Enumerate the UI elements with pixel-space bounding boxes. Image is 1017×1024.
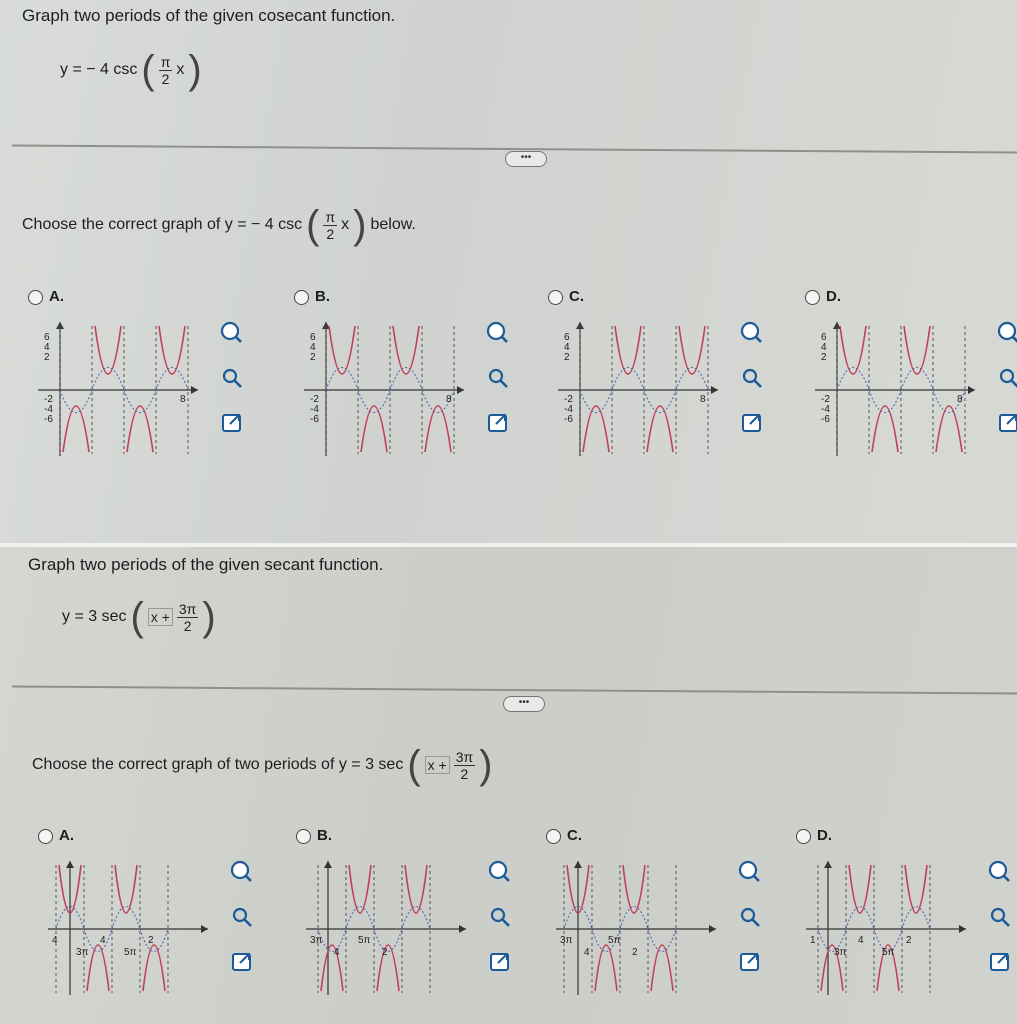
radio-button[interactable] [294, 290, 309, 305]
q2-option-d [796, 829, 1017, 1024]
reference-curve [326, 368, 358, 391]
question-2-panel [0, 547, 1017, 1024]
curve-branch [143, 945, 165, 991]
q1-heading: Graph two periods of the given cosecant function. [22, 6, 396, 25]
tick-label: 5π [882, 947, 895, 958]
graph-tools [486, 859, 526, 994]
tick-label: 8 [446, 394, 452, 405]
q1-prompt-after: below. [370, 216, 416, 233]
zoom-out-icon[interactable] [484, 365, 512, 391]
tick-label: 4 [310, 342, 316, 353]
curve-branch [651, 945, 673, 991]
tick-label: 5π [358, 935, 371, 946]
curve-branch [393, 326, 419, 374]
q2-eq-frac-num: 3π [178, 600, 197, 617]
option-label[interactable]: B. [315, 288, 330, 305]
q2-prompt-frac-num: 3π [455, 748, 474, 765]
zoom-out-icon[interactable] [228, 904, 256, 930]
q2-prompt [32, 745, 493, 785]
tick-label: -6 [310, 414, 319, 425]
x-axis-arrow [709, 925, 716, 933]
y-axis-arrow [324, 861, 332, 868]
tick-label: 2 [310, 352, 316, 363]
tick-label: 4 [334, 947, 340, 958]
curve-branch [321, 945, 343, 991]
tick-label: 2 [564, 352, 570, 363]
y-axis-arrow [574, 861, 582, 868]
open-new-window-icon[interactable] [484, 410, 512, 436]
curve-branch [840, 326, 866, 374]
right-paren: ) [353, 203, 367, 247]
curve-branch [377, 945, 399, 991]
tick-label: 2 [632, 947, 638, 958]
left-paren: ( [141, 48, 155, 92]
reference-curve [140, 929, 168, 952]
tick-label: 2 [148, 935, 154, 946]
tick-label: 6 [44, 332, 50, 343]
tick-label: 6 [821, 332, 827, 343]
tick-label: -2 [310, 394, 319, 405]
option-label[interactable]: C. [569, 288, 584, 305]
tick-label: -2 [44, 394, 53, 405]
zoom-in-icon[interactable] [228, 859, 256, 885]
reference-curve [346, 907, 374, 930]
right-paren: ) [479, 743, 493, 787]
curve-branch [849, 865, 871, 913]
option-label[interactable]: A. [49, 288, 64, 305]
curve-branch [623, 865, 645, 913]
left-paren: ( [130, 595, 144, 639]
reference-curve [644, 390, 676, 413]
tick-label: 2 [906, 935, 912, 946]
reference-curve [124, 390, 156, 413]
tick-label: 4 [858, 935, 864, 946]
radio-button[interactable] [28, 290, 43, 305]
x-axis-arrow [711, 386, 718, 394]
zoom-in-icon[interactable] [736, 859, 764, 885]
option-label[interactable]: A. [59, 827, 74, 844]
graph-tools [995, 320, 1017, 455]
q2-more-button[interactable]: ••• [503, 696, 545, 712]
zoom-in-icon[interactable] [995, 320, 1017, 346]
graph-tools [484, 320, 524, 455]
tick-label: -2 [564, 394, 573, 405]
q1-prompt-var: x [341, 216, 350, 233]
open-new-window-icon[interactable] [738, 410, 766, 436]
open-new-window-icon[interactable] [736, 949, 764, 975]
reference-curve [869, 390, 901, 413]
option-label[interactable]: D. [817, 827, 832, 844]
open-new-window-icon[interactable] [486, 949, 514, 975]
q2-equation [62, 597, 216, 637]
q2-option-c [546, 829, 791, 1024]
tick-label: 3π [310, 935, 323, 946]
option-graph [300, 857, 470, 997]
tick-label: -4 [564, 404, 573, 415]
x-axis-arrow [191, 386, 198, 394]
x-axis-arrow [201, 925, 208, 933]
zoom-in-icon[interactable] [484, 320, 512, 346]
zoom-out-icon[interactable] [218, 365, 246, 391]
q2-option-b [296, 829, 541, 1024]
curve-branch [615, 326, 641, 374]
tick-label: 4 [821, 342, 827, 353]
open-new-window-icon[interactable] [228, 949, 256, 975]
curve-branch [329, 326, 355, 374]
zoom-in-icon[interactable] [218, 320, 246, 346]
radio-button[interactable] [796, 829, 811, 844]
open-new-window-icon[interactable] [218, 410, 246, 436]
q1-option-a [28, 290, 273, 490]
open-new-window-icon[interactable] [995, 410, 1017, 436]
reference-curve [612, 368, 644, 391]
q1-eq-fraction [159, 54, 173, 87]
tick-label: 8 [180, 394, 186, 405]
curve-branch [115, 865, 137, 913]
right-paren: ) [188, 48, 202, 92]
reference-curve [676, 368, 708, 391]
tick-label: -6 [44, 414, 53, 425]
option-graph [550, 857, 720, 997]
curve-branch [349, 865, 371, 913]
tick-label: -6 [564, 414, 573, 425]
right-paren: ) [202, 595, 216, 639]
left-paren: ( [407, 743, 421, 787]
reference-curve [402, 907, 430, 930]
q1-equation [60, 50, 202, 90]
zoom-in-icon[interactable] [986, 859, 1014, 885]
q1-eq-frac-num: π [160, 53, 171, 70]
q1-prompt-frac-den: 2 [326, 225, 335, 242]
option-graph [800, 857, 970, 997]
graph-tools [738, 320, 778, 455]
reference-curve [580, 390, 612, 413]
q1-eq-lhs: y = − 4 csc [60, 61, 138, 78]
zoom-in-icon[interactable] [486, 859, 514, 885]
tick-label: 4 [44, 342, 50, 353]
reference-curve [112, 907, 140, 930]
tick-label: 5π [124, 947, 137, 958]
radio-button[interactable] [805, 290, 820, 305]
q1-option-d [805, 290, 1017, 490]
zoom-out-icon[interactable] [736, 904, 764, 930]
tick-label: 3π [560, 935, 573, 946]
tick-label: 6 [310, 332, 316, 343]
q1-prompt [22, 205, 416, 245]
q1-prompt-before: Choose the correct graph of y = − 4 csc [22, 216, 303, 233]
q2-option-a [38, 829, 283, 1024]
curve-branch [904, 326, 930, 374]
q2-prompt-frac-den: 2 [460, 765, 469, 782]
q2-prompt-var: x + [425, 756, 450, 774]
radio-button[interactable] [548, 290, 563, 305]
tick-label: 8 [700, 394, 706, 405]
q1-prompt-fraction [323, 209, 337, 242]
reference-curve [901, 368, 933, 391]
tick-label: 3π [834, 947, 847, 958]
curve-branch [95, 326, 121, 374]
radio-button[interactable] [546, 829, 561, 844]
radio-button[interactable] [296, 829, 311, 844]
tick-label: 2 [44, 352, 50, 363]
q1-eq-var: x [176, 61, 185, 78]
reference-curve [358, 390, 390, 413]
option-graph [42, 857, 212, 997]
left-paren: ( [306, 203, 320, 247]
reference-curve [846, 907, 874, 930]
y-axis-arrow [66, 861, 74, 868]
x-axis-arrow [457, 386, 464, 394]
tick-label: 1 [810, 935, 816, 946]
reference-curve [902, 907, 930, 930]
tick-label: -2 [821, 394, 830, 405]
option-label[interactable]: D. [826, 288, 841, 305]
option-label[interactable]: B. [317, 827, 332, 844]
tick-label: 4 [564, 342, 570, 353]
tick-label: 4 [584, 947, 590, 958]
zoom-in-icon[interactable] [738, 320, 766, 346]
tick-label: 2 [382, 947, 388, 958]
tick-label: 2 [821, 352, 827, 363]
q2-prompt-fraction [454, 749, 475, 782]
curve-branch [405, 865, 427, 913]
tick-label: 4 [52, 935, 58, 946]
tick-label: 5π [608, 935, 621, 946]
tick-label: 3π [76, 947, 89, 958]
option-graph [32, 318, 202, 458]
graph-tools [986, 859, 1017, 994]
q1-eq-frac-den: 2 [161, 70, 170, 87]
tick-label: 8 [957, 394, 963, 405]
graph-tools [228, 859, 268, 994]
reference-curve [374, 929, 402, 952]
tick-label: 4 [100, 935, 106, 946]
q1-more-button[interactable]: ••• [505, 151, 547, 167]
reference-curve [156, 368, 188, 391]
reference-curve [60, 390, 92, 413]
x-axis-arrow [968, 386, 975, 394]
q2-heading: Graph two periods of the given secant function. [28, 555, 384, 574]
curve-branch [595, 945, 617, 991]
reference-curve [92, 368, 124, 391]
tick-label: -4 [821, 404, 830, 415]
reference-curve [620, 907, 648, 930]
q2-divider [12, 685, 1017, 694]
q1-option-c [548, 290, 793, 490]
zoom-out-icon[interactable] [738, 365, 766, 391]
option-graph [552, 318, 722, 458]
x-axis-arrow [459, 925, 466, 933]
curve-branch [159, 326, 185, 374]
tick-label: -6 [821, 414, 830, 425]
graph-tools [736, 859, 776, 994]
curve-branch [679, 326, 705, 374]
reference-curve [648, 929, 676, 952]
q1-prompt-frac-num: π [325, 208, 336, 225]
reference-curve [837, 368, 869, 391]
q2-eq-fraction [177, 601, 198, 634]
option-label[interactable]: C. [567, 827, 582, 844]
zoom-out-icon[interactable] [486, 904, 514, 930]
tick-label: 6 [564, 332, 570, 343]
graph-tools [218, 320, 258, 455]
y-axis-arrow [824, 861, 832, 868]
curve-branch [905, 865, 927, 913]
zoom-out-icon[interactable] [986, 904, 1014, 930]
curve-branch [87, 945, 109, 991]
zoom-out-icon[interactable] [995, 365, 1017, 391]
q2-eq-var: x + [148, 608, 173, 626]
open-new-window-icon[interactable] [986, 949, 1014, 975]
x-axis-arrow [959, 925, 966, 933]
q2-eq-frac-den: 2 [183, 617, 192, 634]
option-graph [298, 318, 468, 458]
tick-label: -4 [44, 404, 53, 415]
reference-curve [390, 368, 422, 391]
q2-prompt-before: Choose the correct graph of two periods of y = 3 sec [32, 756, 404, 773]
option-graph [809, 318, 979, 458]
q2-eq-lhs: y = 3 sec [62, 608, 127, 625]
tick-label: -4 [310, 404, 319, 415]
radio-button[interactable] [38, 829, 53, 844]
q1-option-b [294, 290, 539, 490]
